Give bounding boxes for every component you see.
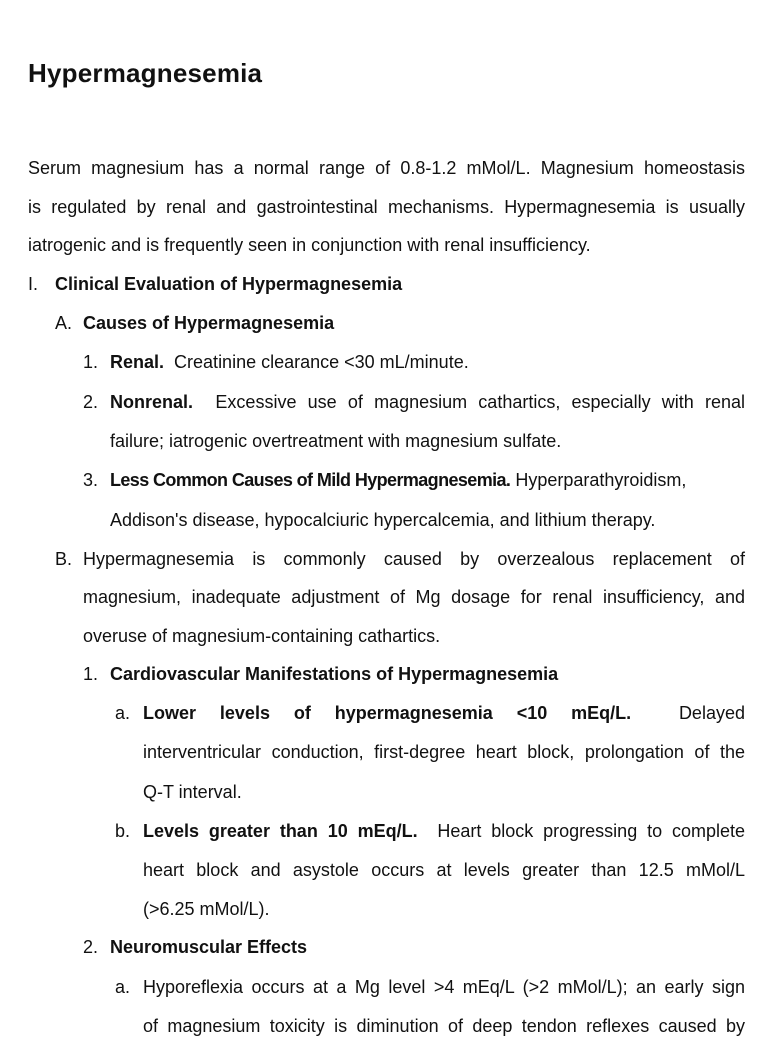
sublist-item-term: Levels greater than 10 mEq/L. [143,821,418,841]
sublist-item-continuation: heart block and asystole occurs at levels greater than 12.5 mMol/L [143,860,745,880]
subsection-text: overuse of magnesium-containing cathartics. [83,626,441,646]
list-marker: 1. [83,664,99,684]
subsection-text: magnesium, inadequate adjustment of Mg dosage for renal insufficiency, and [83,587,745,607]
intro-line: is regulated by renal and gastrointestinal mechanisms. Hypermagnesemia is usually [28,197,745,217]
list-item: Renal. Creatinine clearance <30 mL/minute. [110,352,469,372]
subsection-text: Hypermagnesemia is commonly caused by overzealous replacement of [83,549,745,569]
sublist-marker: a. [115,703,131,723]
sublist-item-term: Lower levels of hypermagnesemia <10 mEq/L. [143,703,632,723]
list-marker: 1. [83,352,99,372]
sublist-item-continuation: Q-T interval. [143,782,242,802]
list-item-term: Nonrenal. [110,392,194,412]
subsection-marker: B. [55,549,73,569]
list-item: Nonrenal. Excessive use of magnesium cathartics, especially with renal [110,392,745,412]
list-item: Less Common Causes of Mild Hypermagnesemia. Hyperparathyroidism, [110,470,687,490]
list-marker: 2. [83,392,99,412]
sublist-marker: b. [115,821,131,841]
subsection-marker: A. [55,313,73,333]
list-item-term: Less Common Causes of Mild Hypermagnesemia. [110,470,511,490]
intro-line: Serum magnesium has a normal range of 0.8-1.2 mMol/L. Magnesium homeostasis [28,158,745,178]
section-heading: Clinical Evaluation of Hypermagnesemia [55,274,403,294]
sublist-item-continuation: (>6.25 mMol/L). [143,899,270,919]
section-marker: I. [28,274,39,294]
list-marker: 2. [83,937,99,957]
sublist-marker: a. [115,977,131,997]
intro-line: iatrogenic and is frequently seen in conjunction with renal insufficiency. [28,235,591,255]
list-heading: Neuromuscular Effects [110,937,308,957]
list-item-term: Renal. [110,352,165,372]
sublist-item: Levels greater than 10 mEq/L. Heart block progressing to complete [143,821,745,841]
list-item-continuation: Addison's disease, hypocalciuric hypercalcemia, and lithium therapy. [110,510,656,530]
sublist-item: Lower levels of hypermagnesemia <10 mEq/L. Delayed [143,703,745,723]
list-item-continuation: failure; iatrogenic overtreatment with magnesium sulfate. [110,431,562,451]
sublist-item-continuation: of magnesium toxicity is diminution of deep tendon reflexes caused by [143,1016,745,1036]
list-marker: 3. [83,470,99,490]
sublist-item-continuation: interventricular conduction, first-degree heart block, prolongation of the [143,742,745,762]
list-heading: Cardiovascular Manifestations of Hypermagnesemia [110,664,559,684]
page-title: Hypermagnesemia [28,58,263,88]
sublist-item: Hyporeflexia occurs at a Mg level >4 mEq/L (>2 mMol/L); an early sign [143,977,745,997]
subsection-heading: Causes of Hypermagnesemia [83,313,335,333]
